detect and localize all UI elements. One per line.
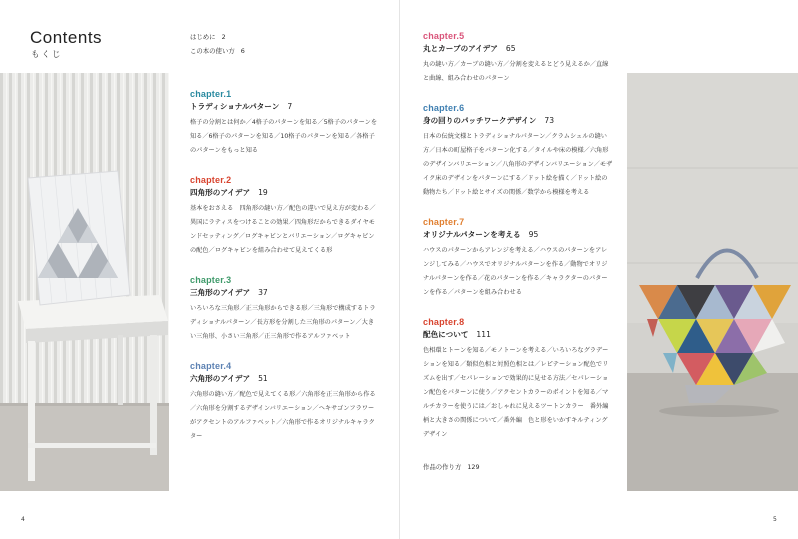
chapter-description: 六角形の縫い方／配色で見えてくる形／六角形を正三角形から作る／六角形を分割するデザインバリエーション／ヘキサゴンフラワーがアクセントのアルファベット／六角形で作るオリジナルキャラクター <box>190 391 376 440</box>
chapter-description: 色相環とトーンを知る／モノトーンを考える／いろいろなグラデーションを知る／類似色相と対照色相とは／レピテーション配色でリズムを出す／セパレーションで効果的に見せる方法／セパレーション配色をパターンに使う／アクセントカラーのポイントを知る／マルチカラーを使うには／おしゃれに見えるツートンカラー 番外編 柄と大きさの関係について／番外編 色と形をいかすキルティングデザイン <box>423 347 615 438</box>
page-number-left: 4 <box>21 516 25 523</box>
chapter-title-text: 四角形のアイデア <box>190 188 251 197</box>
toc-chapter-8[interactable] <box>423 316 613 442</box>
chapter-title-text: 丸とカーブのアイデア <box>423 44 498 53</box>
chapter-description: ハウスのパターンからアレンジを考える／ハウスのパターンをアレンジしてみる／ハウスでオリジナルパターンを作る／動物でオリジナルパターンを作る／花のパターンを作る／キャラクターのパターンを作る／パターンを組み合わせる <box>423 247 608 296</box>
chapter-title <box>190 286 380 299</box>
chapter-title <box>423 114 613 127</box>
chapter-page: 19 <box>258 188 268 197</box>
toc-chapter-4[interactable] <box>190 360 380 444</box>
cushion-photo <box>0 73 169 491</box>
toc-right-column <box>423 30 613 474</box>
toc-chapter-1[interactable] <box>190 88 380 158</box>
chapter-title <box>423 42 613 55</box>
toc-intro-item[interactable] <box>190 44 380 58</box>
chapter-label: chapter.8 <box>423 317 465 327</box>
chapter-label: chapter.4 <box>190 361 232 371</box>
chapter-description: 基本をおさえる 四角形の縫い方／配色の違いで見え方が変わる／異国にラティスをつけることの効果／四角形だからできるダイヤモンドセッティング／ログキャビンとバリエーション／ログキャビンの配色／ログキャビンを組み合わせて見えてくる形 <box>190 205 376 254</box>
chapter-label: chapter.1 <box>190 89 232 99</box>
chapter-label: chapter.7 <box>423 217 465 227</box>
page-gutter <box>399 0 400 539</box>
toc-chapter-2[interactable] <box>190 174 380 258</box>
chapter-title <box>190 100 380 113</box>
toc-intro-page: 6 <box>240 47 245 55</box>
chapter-title <box>423 228 613 241</box>
toc-intro-label: この本の使い方 <box>190 47 235 55</box>
chapter-title-text: 六角形のアイデア <box>190 374 251 383</box>
chapter-title-text: 配色について <box>423 330 469 339</box>
toc-intro-page: 2 <box>221 33 226 41</box>
chapter-title-text: オリジナルパターンを考える <box>423 230 521 239</box>
chapter-page: 73 <box>544 116 555 125</box>
chapter-title <box>190 372 380 385</box>
bag-photo <box>627 73 798 491</box>
page-title: Contents <box>30 28 103 47</box>
toc-chapter-6[interactable] <box>423 102 613 200</box>
chapter-label: chapter.2 <box>190 175 232 185</box>
chapter-title <box>190 186 380 199</box>
works-page: 129 <box>467 463 480 471</box>
chapter-title-text: 三角形のアイデア <box>190 288 251 297</box>
chapter-page: 95 <box>528 230 539 239</box>
cushion-photo-illustration <box>0 73 169 491</box>
chapter-title-text: トラディショナルパターン <box>190 102 280 111</box>
toc-intro-item[interactable] <box>190 30 380 44</box>
bag-photo-illustration <box>627 73 798 491</box>
chapter-label: chapter.3 <box>190 275 232 285</box>
chapter-page: 7 <box>287 102 293 111</box>
chapter-page: 37 <box>258 288 268 297</box>
chapter-page: 65 <box>505 44 516 53</box>
chapter-title <box>423 328 613 341</box>
toc-chapter-7[interactable] <box>423 216 613 300</box>
toc-chapter-5[interactable] <box>423 30 613 86</box>
toc-left-column <box>190 30 380 444</box>
chapter-page: 111 <box>476 330 491 339</box>
page-subtitle: もくじ <box>31 50 63 60</box>
toc-chapter-3[interactable] <box>190 274 380 344</box>
chapter-description: いろいろな三角形／正三角形からできる形／三角形で構成するトラディショナルパターン／長方形を分割した三角形のパターン／大きい三角形、小さい三角形／正三角形で作るアルファベット <box>190 305 376 340</box>
toc-works-item[interactable] <box>423 460 613 474</box>
chapter-description: 格子の分割とは何か／4格子のパターンを知る／5格子のパターンを知る／6格子のパターンを知る／10格子のパターンを知る／各格子のパターンをもっと知る <box>190 119 378 154</box>
chapter-label: chapter.6 <box>423 103 465 113</box>
chapter-title-text: 身の回りのパッチワークデザイン <box>423 116 537 125</box>
toc-intro-label: はじめに <box>190 33 216 41</box>
chapter-description: 丸の縫い方／カーブの縫い方／分割を変えるとどう見えるか／直線と曲線、組み合わせのパターン <box>423 61 609 82</box>
works-label: 作品の作り方 <box>423 463 462 471</box>
chapter-description: 日本の伝統文様とトラディショナルパターン／クラムシェルの縫い方／日本の町屋格子をパターン化する／タイルや床の模様／六角形のデザインバリエーション／八角形のデザインバリエーション／モザイク床のデザインをパターンにする／ドット絵を描く／ドット絵の動物たち／ドット絵とサイズの関係／数学から模様を考える <box>423 133 613 196</box>
chapter-label: chapter.5 <box>423 31 465 41</box>
chapter-page: 51 <box>258 374 268 383</box>
page-number-right: 5 <box>773 516 777 523</box>
